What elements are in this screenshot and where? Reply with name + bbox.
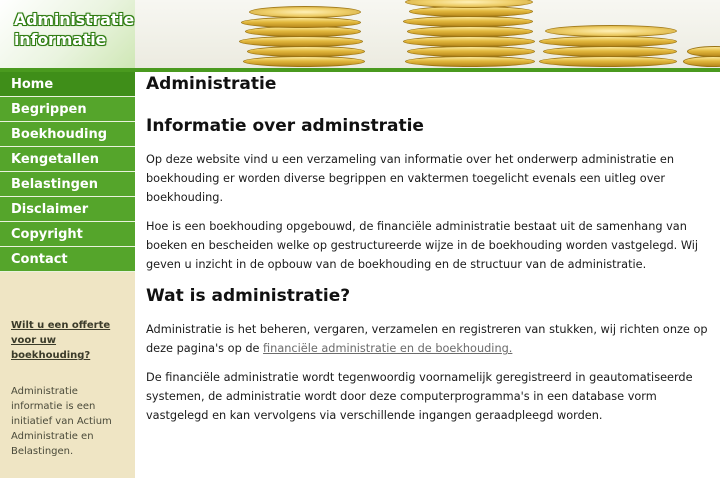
nav-item-belastingen[interactable]: Belastingen <box>0 172 135 197</box>
banner-coins-image <box>135 0 720 68</box>
logo-line-1: Administratie <box>14 10 135 29</box>
nav-item-boekhouding[interactable]: Boekhouding <box>0 122 135 147</box>
financial-admin-link[interactable]: financiële administratie en de boekhouding. <box>263 342 513 355</box>
section-heading-what: Wat is administratie? <box>146 286 351 306</box>
paragraph-structure: Hoe is een boekhouding opgebouwd, de financiële administratie bestaat uit de samenhang van boeken en bescheiden welke op gestructureerde wijze in de boekhouding worden vastgelegd. Wij geven u inzicht in de opbouw van de boekhouding en de structuur van de administratie. <box>146 220 699 271</box>
nav-item-kengetallen[interactable]: Kengetallen <box>0 147 135 172</box>
main-content <box>146 72 711 425</box>
sidebar <box>0 72 135 478</box>
sidebar-note: Administratie informatie is een initiatief van Actium Administratie en Belastingen. <box>11 386 112 457</box>
main-nav <box>0 72 135 272</box>
nav-item-copyright[interactable]: Copyright <box>0 222 135 247</box>
nav-item-disclaimer[interactable]: Disclaimer <box>0 197 135 222</box>
page-title: Administratie <box>146 74 277 94</box>
paragraph-definition-text: Administratie is het beheren, vergaren, verzamelen en registreren van stukken, wij richten onze op deze pagina's op de <box>146 323 708 355</box>
nav-item-contact[interactable]: Contact <box>0 247 135 272</box>
site-logo[interactable] <box>0 0 135 68</box>
nav-item-home[interactable]: Home <box>0 72 135 97</box>
logo-text <box>14 10 134 50</box>
paragraph-intro: Op deze website vind u een verzameling van informatie over het onderwerp administratie en boekhouding er worden diverse begrippen en vaktermen toegelicht evenals een uitleg over boekhouding. <box>146 153 675 204</box>
paragraph-automation: De financiële administratie wordt tegenwoordig voornamelijk geregistreerd in geautomatiseerde systemen, de administratie wordt door deze computerprogramma's in een database vorm vastgelegd en kan vervolgens via verschillende ingangen geraadpleegd worden. <box>146 371 693 422</box>
offer-link[interactable]: Wilt u een offerte voor uw boekhouding? <box>11 320 111 361</box>
section-heading-info: Informatie over adminstratie <box>146 116 424 136</box>
nav-item-begrippen[interactable]: Begrippen <box>0 97 135 122</box>
paragraph-definition <box>146 320 711 358</box>
header <box>0 0 720 68</box>
logo-line-2: informatie <box>14 30 107 49</box>
